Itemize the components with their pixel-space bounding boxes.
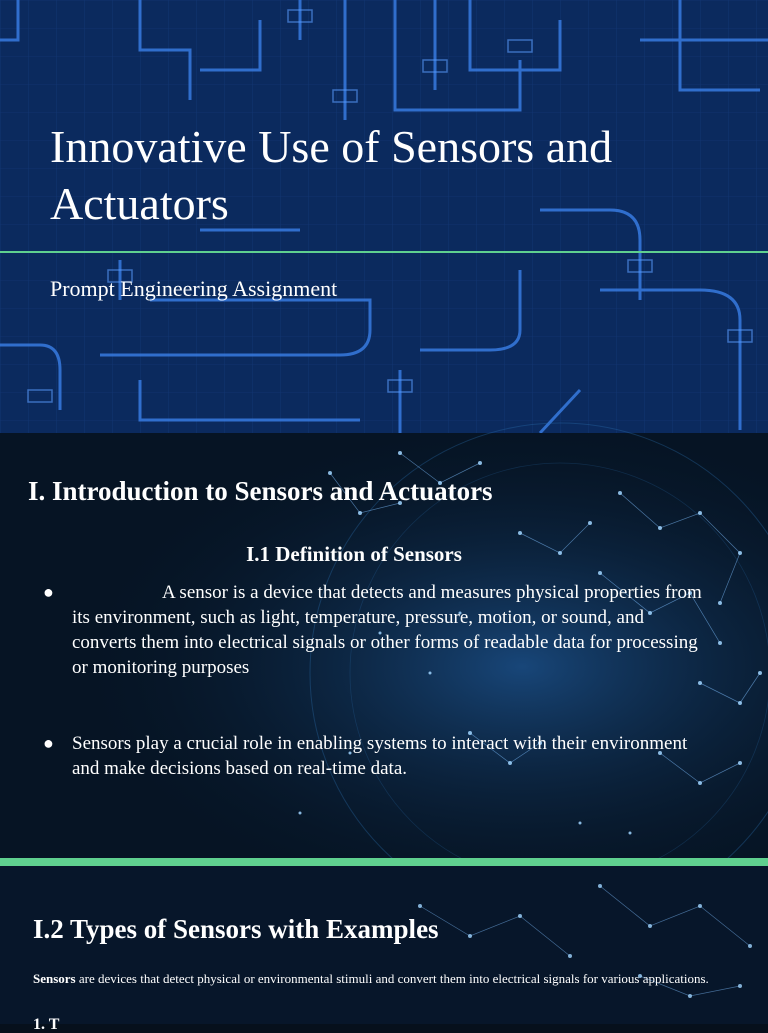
title-divider (0, 251, 768, 253)
sensors-intro-paragraph (33, 970, 733, 987)
bullet-text: A sensor is a device that detects and measures physical properties from its environment, such as light, temperature, pressure, motion, or sound, and converts them into electrical signals or other forms of readable data for processing or monitoring purposes (72, 582, 702, 678)
bold-term: Sensors (33, 971, 76, 986)
list-item (30, 580, 710, 680)
types-slide (0, 866, 768, 1033)
bullet-text: Sensors play a crucial role in enabling systems to interact with their environment and make decisions based on real-time data. (72, 733, 688, 779)
bullet-icon: ● (43, 582, 54, 602)
slide-title: Innovative Use of Sensors and Actuators (50, 121, 613, 229)
slide-subtitle: Prompt Engineering Assignment (50, 276, 338, 301)
title-slide (0, 0, 768, 433)
paragraph-text: are devices that detect physical or environmental stimuli and convert them into electrical signals for various applications. (75, 971, 709, 986)
slide-divider (0, 858, 768, 866)
bullet-icon: ● (43, 733, 54, 753)
truncated-list-heading: 1. T (33, 1016, 60, 1033)
section-heading: I.2 Types of Sensors with Examples (33, 914, 439, 944)
list-item (30, 731, 710, 781)
section-heading: I. Introduction to Sensors and Actuators (28, 476, 493, 506)
definition-bullet-list (30, 580, 710, 781)
section-subheading: I.1 Definition of Sensors (246, 542, 462, 566)
